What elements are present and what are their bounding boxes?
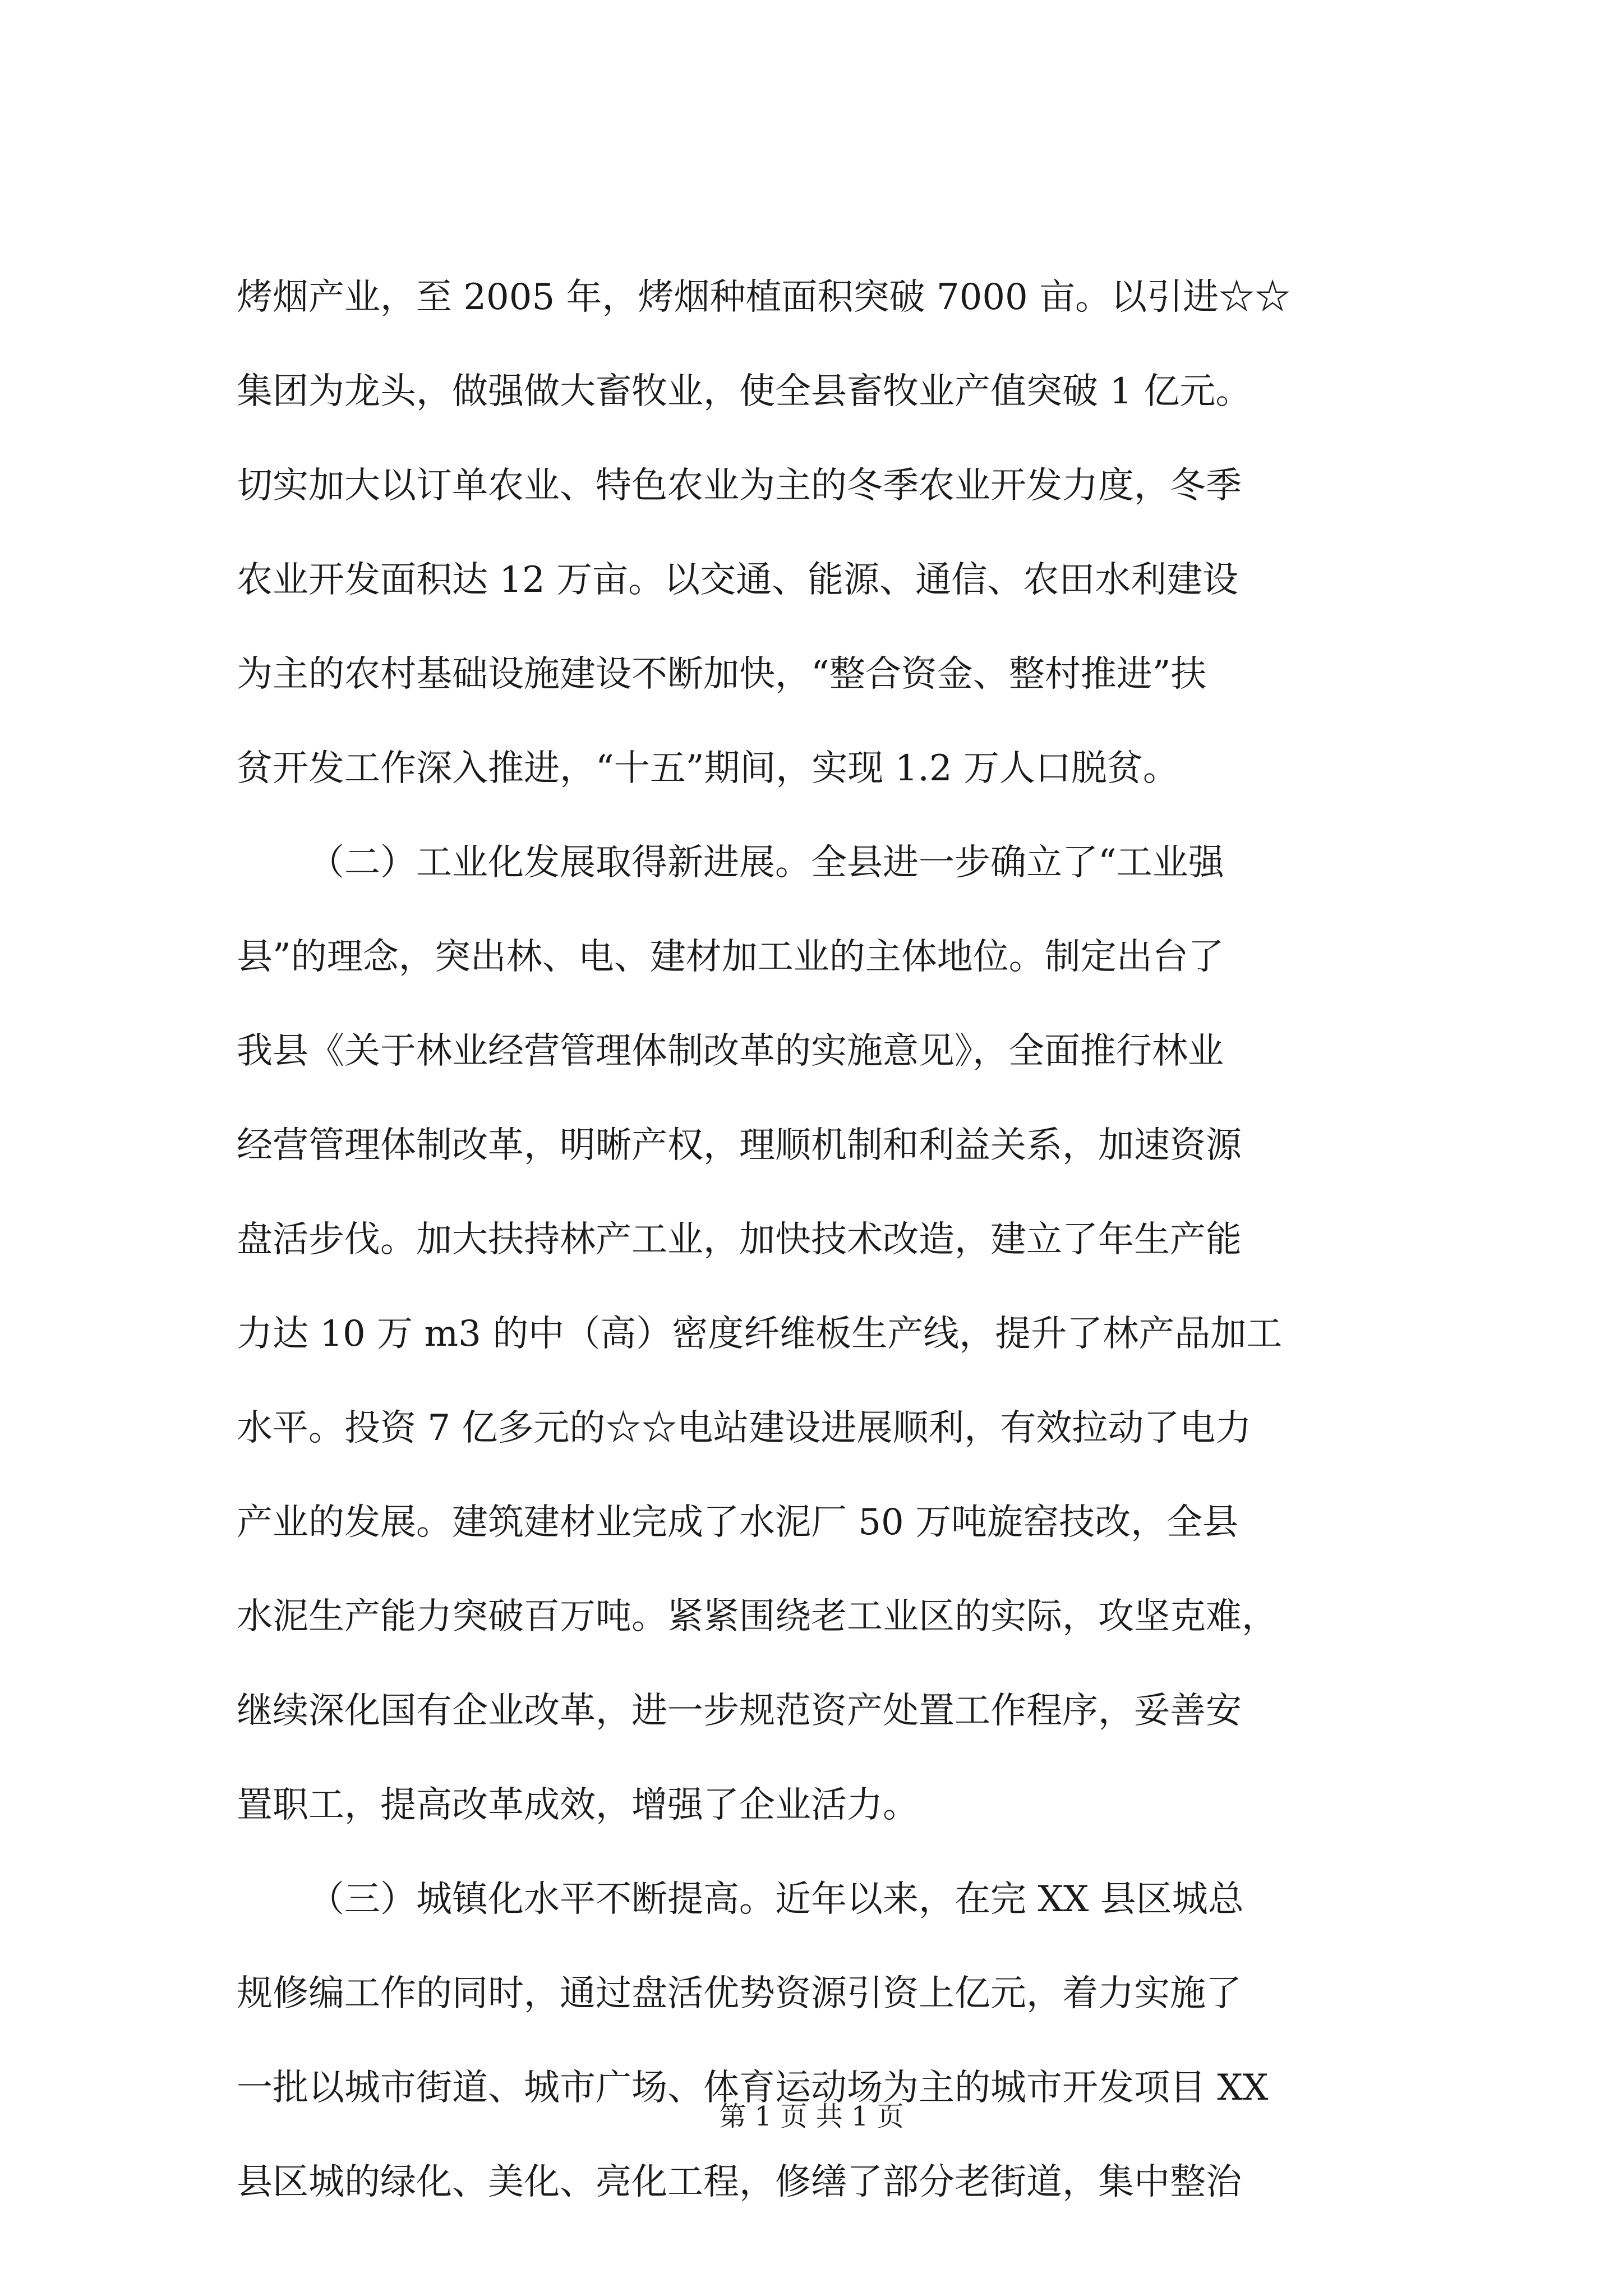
text-line: 为主的农村基础设施建设不断加快，“整合资金、整村推进”扶	[237, 654, 1207, 695]
text-line: 力达 10 万 m3 的中（高）密度纤维板生产线，提升了林产品加工	[237, 1313, 1283, 1355]
paragraph-first-line: （二）工业化发展取得新进展。全县进一步确立了“工业强	[308, 842, 1224, 884]
text-line: 经营管理体制改革，明晰产权，理顺机制和利益关系，加速资源	[237, 1125, 1242, 1166]
text-line: 水泥生产能力突破百万吨。紧紧围绕老工业区的实际，攻坚克难，	[237, 1596, 1278, 1637]
text-line: 烤烟产业，至 2005 年，烤烟种植面积突破 7000 亩。以引进☆☆	[237, 277, 1291, 318]
paragraph-first-line: （三）城镇化水平不断提高。近年以来，在完 XX 县区城总	[308, 1879, 1244, 1920]
text-line: 县区城的绿化、美化、亮化工程，修缮了部分老街道，集中整治	[237, 2161, 1242, 2203]
text-line: 置职工，提高改革成效，增强了企业活力。	[237, 1784, 919, 1826]
text-line: 贫开发工作深入推进，“十五”期间，实现 1.2 万人口脱贫。	[237, 748, 1179, 789]
text-line: 继续深化国有企业改革，进一步规范资产处置工作程序，妥善安	[237, 1690, 1242, 1732]
text-line: 集团为龙头，做强做大畜牧业，使全县畜牧业产值突破 1 亿元。	[237, 371, 1252, 412]
text-line: 水平。投资 7 亿多元的☆☆电站建设进展顺利，有效拉动了电力	[237, 1407, 1252, 1449]
text-line: 县”的理念，突出林、电、建材加工业的主体地位。制定出台了	[237, 936, 1224, 978]
text-line: 盘活步伐。加大扶持林产工业，加快技术改造，建立了年生产能	[237, 1219, 1242, 1260]
text-line: 我县《关于林业经营管理体制改革的实施意见》，全面推行林业	[237, 1030, 1224, 1072]
text-line: 切实加大以订单农业、特色农业为主的冬季农业开发力度，冬季	[237, 465, 1242, 507]
page-number-label: 第 1 页 共 1 页	[719, 2101, 904, 2132]
text-line: 产业的发展。建筑建材业完成了水泥厂 50 万吨旋窑技改，全县	[237, 1502, 1239, 1543]
page-footer	[0, 2097, 1623, 2136]
text-line: 农业开发面积达 12 万亩。以交通、能源、通信、农田水利建设	[237, 559, 1239, 601]
text-line: 规修编工作的同时，通过盘活优势资源引资上亿元，着力实施了	[237, 1973, 1242, 2014]
text-line: 一批以城市街道、城市广场、体育运动场为主的城市开发项目 XX	[237, 2067, 1269, 2109]
